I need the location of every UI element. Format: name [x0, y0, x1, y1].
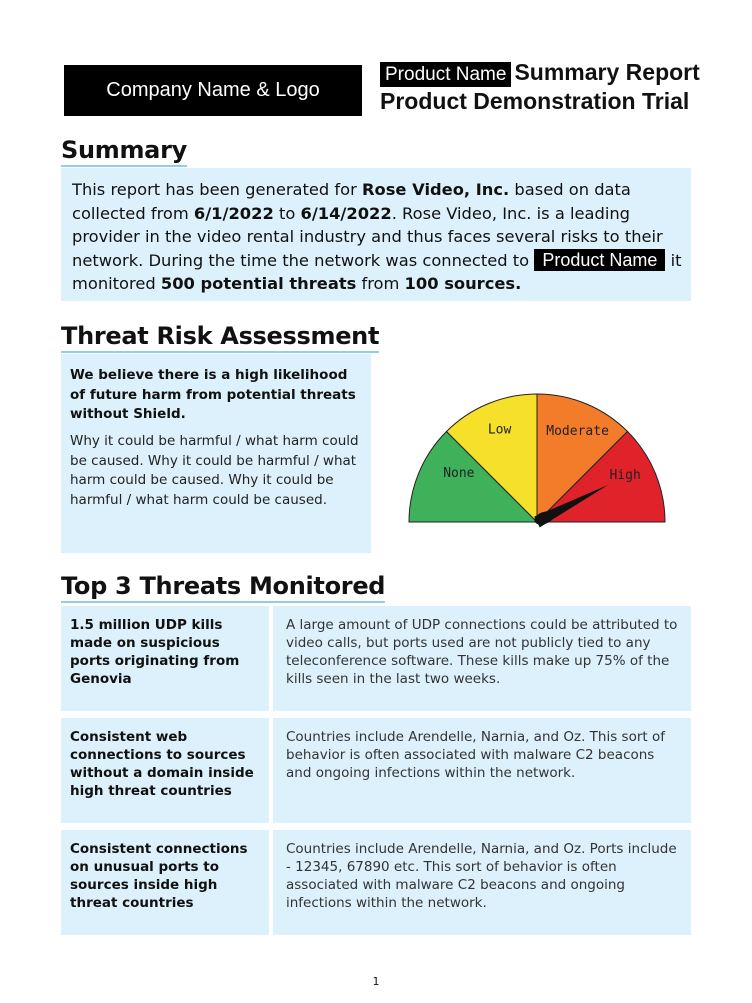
threat-3-description: Countries include Arendelle, Narnia, and Oz. Ports include - 12345, 67890 etc. This sort of behavior is often associated with malware C2 beacons and ongoing infections within the network. [286, 841, 677, 911]
summary-text: This report has been generated for Rose Video, Inc. based on data collected from 6/1/2022 to 6/14/2022. Rose Video, Inc. is a leading provider in the video rental industry and thus faces several risks to their network. During the time the network was connected to Product Name it monitored 500 potential threats from 100 sources. [72, 180, 682, 293]
product-name-badge: Product Name [380, 62, 511, 87]
threats-heading: Top 3 Threats Monitored [61, 572, 385, 600]
report-title-line2: Product Demonstration Trial [380, 88, 690, 114]
risk-statement: We believe there is a high likelihood of future harm from potential threats without Shield. [70, 367, 356, 422]
report-title-line1: Summary Report [514, 59, 700, 85]
threat-2-title: Consistent web connections to sources without a domain inside high threat countries [70, 729, 254, 799]
report-title [380, 58, 700, 116]
product-name-badge: Product Name [534, 249, 665, 271]
risk-gauge [402, 385, 672, 530]
gauge-label-none: None [443, 466, 475, 482]
threat-1-description: A large amount of UDP connections could be attributed to video calls, but ports used are not publicly tied to any teleconference software. These kills make up 75% of the kills seen in the last two weeks. [286, 617, 678, 687]
threat-3-title: Consistent connections on unusual ports to sources inside high threat countries [70, 841, 248, 911]
summary-heading: Summary [61, 136, 187, 164]
gauge-label-low: Low [487, 422, 512, 438]
threat-2-description: Countries include Arendelle, Narnia, and Oz. This sort of behavior is often associated with malware C2 beacons and ongoing infections within the network. [286, 729, 665, 781]
page-number: 1 [372, 975, 380, 988]
risk-explanation: Why it could be harmful / what harm could be caused. Why it could be harmful / what harm could be caused. Why it could be harmful / what harm could be caused. [70, 433, 359, 508]
risk-heading: Threat Risk Assessment [61, 322, 379, 350]
threat-1-title: 1.5 million UDP kills made on suspicious ports originating from Genovia [70, 617, 240, 687]
company-logo: Company Name & Logo [64, 65, 362, 116]
gauge-label-moderate: Moderate [546, 423, 609, 439]
gauge-label-high: High [609, 468, 641, 484]
